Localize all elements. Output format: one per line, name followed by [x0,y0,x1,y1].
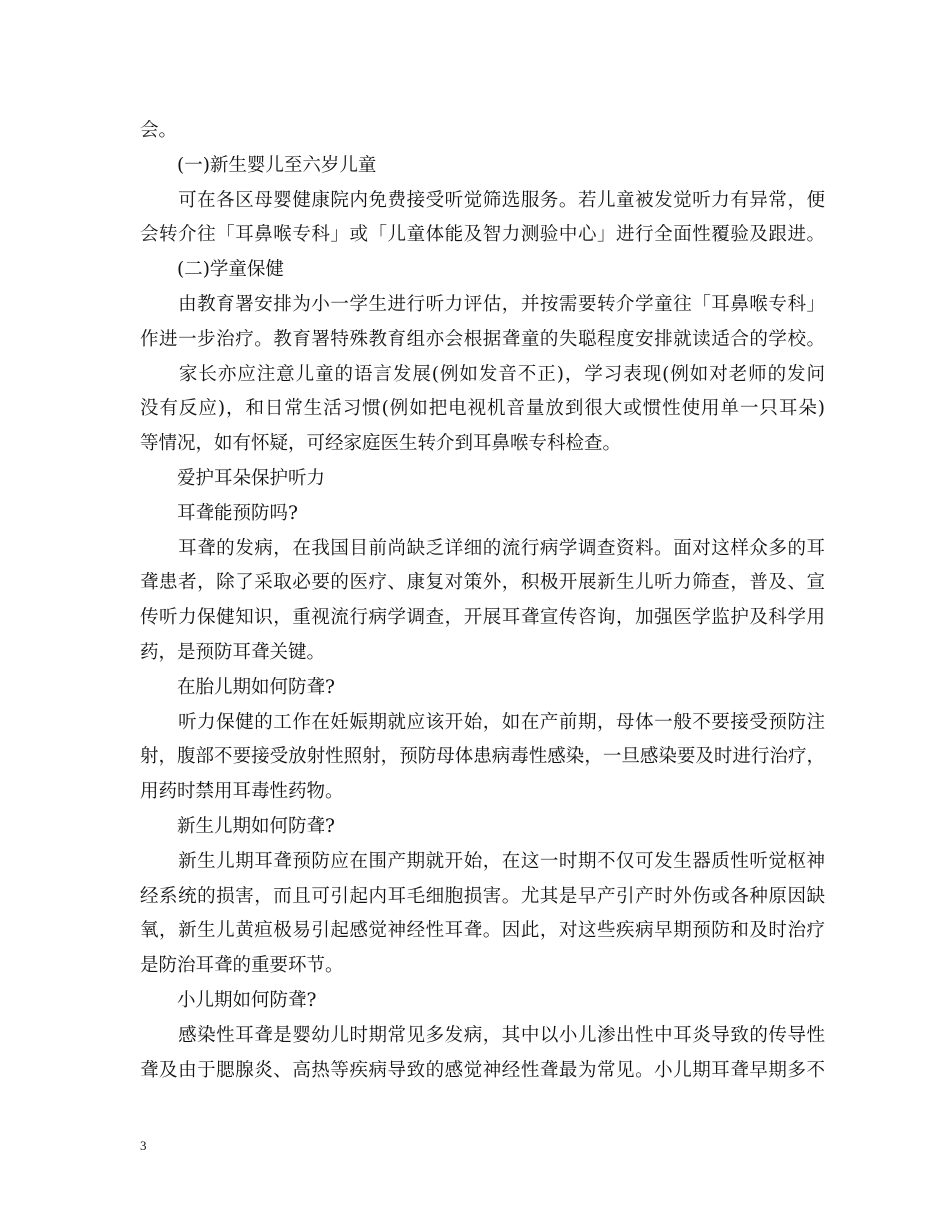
text-line: 氧，新生儿黄疸极易引起感觉神经性耳聋。因此，对这些疾病早期预防和及时治疗 [140,920,825,942]
section-heading: 爱护耳朵保护听力 [140,467,326,489]
question-heading: 小儿期如何防聋? [140,989,317,1011]
text-line: 射，腹部不要接受放射性照射，预防母体患病毒性感染，一旦感染要及时进行治疗， [140,746,825,768]
text-line: 可在各区母婴健康院内免费接受听觉筛选服务。若儿童被发觉听力有异常，便 [140,189,825,211]
text-line: 会转介往「耳鼻喉专科」或「儿童体能及智力测验中心」进行全面性覆验及跟进。 [140,224,825,246]
text-line: 是防治耳聋的重要环节。 [140,955,344,977]
document-body [140,114,825,1088]
text-line: 听力保健的工作在妊娠期就应该开始，如在产前期，母体一般不要接受预防注 [140,711,825,733]
question-heading: 新生儿期如何防聋? [140,815,335,837]
question-heading: 耳聋能预防吗? [140,502,298,524]
page-number: 3 [140,1138,147,1153]
text-line: 家长亦应注意儿童的语言发展(例如发音不正)，学习表现(例如对老师的发问 [140,363,825,385]
text-line: 没有反应)，和日常生活习惯(例如把电视机音量放到很大或惯性使用单一只耳朵) [140,398,825,420]
text-line: 聋及由于腮腺炎、高热等疾病导致的感觉神经性聋最为常见。小儿期耳聋早期多不 [140,1059,825,1081]
text-line: 由教育署安排为小一学生进行听力评估，并按需要转介学童往「耳鼻喉专科」 [140,293,825,315]
text-line: 药，是预防耳聋关键。 [140,641,326,663]
text-line: 等情况，如有怀疑，可经家庭医生转介到耳鼻喉专科检查。 [140,433,622,455]
question-heading: 在胎儿期如何防聋? [140,676,335,698]
text-line: 聋患者，除了采取必要的医疗、康复对策外，积极开展新生儿听力筛查，普及、宣 [140,572,825,594]
text-line: 耳聋的发病，在我国目前尚缺乏详细的流行病学调查资料。面对这样众多的耳 [140,537,825,559]
text-line: 传听力保健知识，重视流行病学调查，开展耳聋宣传咨询，加强医学监护及科学用 [140,607,825,629]
text-line: 经系统的损害，而且可引起内耳毛细胞损害。尤其是早产引产时外伤或各种原因缺 [140,885,825,907]
section-heading: (二)学童保健 [140,259,284,281]
text-line: 作进一步治疗。教育署特殊教育组亦会根据聋童的失聪程度安排就读适合的学校。 [140,328,825,350]
text-line: 感染性耳聋是婴幼儿时期常见多发病，其中以小儿渗出性中耳炎导致的传导性 [140,1024,825,1046]
text-line: 新生儿期耳聋预防应在围产期就开始，在这一时期不仅可发生器质性听觉枢神 [140,850,825,872]
section-heading: (一)新生婴儿至六岁儿童 [140,154,377,176]
text-line: 用药时禁用耳毒性药物。 [140,781,344,803]
text-line: 会。 [140,120,178,141]
